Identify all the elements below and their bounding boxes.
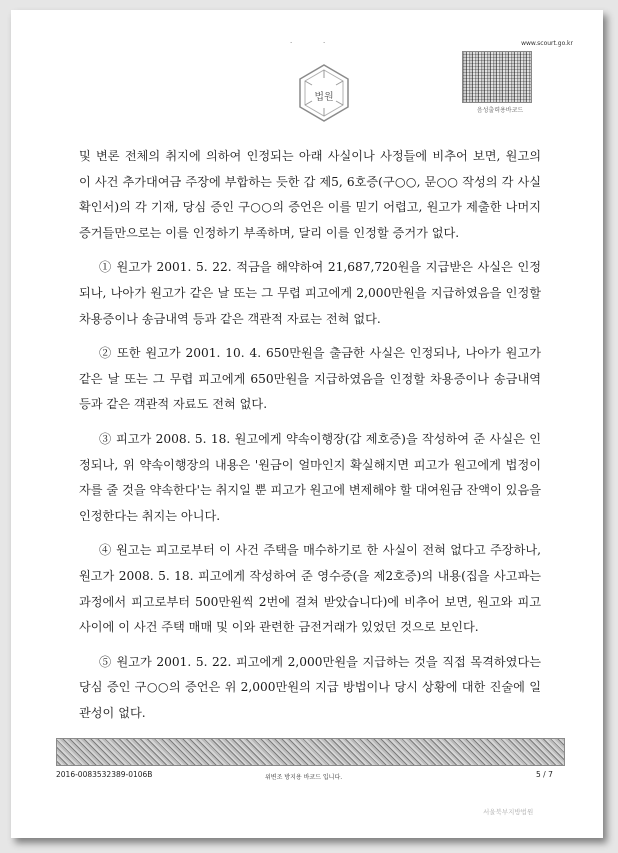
paragraph-item-1: ① 원고가 2001. 5. 22. 적금을 해약하여 21,687,720원을 지급받은 사실은 인정되나, 나아가 원고가 같은 날 또는 그 무렵 피고에게 2,000만원을 지급하였음을 인정할 차용증이나 송금내역 등과 같은 객관적 자료는 전혀 없다.	[79, 260, 541, 326]
court-name: 서울북부지방법원	[483, 808, 534, 816]
voice-output-barcode	[462, 51, 532, 103]
paragraph-item-5: ⑤ 원고가 2001. 5. 22. 피고에게 2,000만원을 지급하는 것을 직접 목격하였다는 당심 증인 구○○의 증언은 위 2,000만원의 지급 방법이나 당시 상황에 대한 진술에 일관성이 없다.	[79, 654, 541, 720]
judgment-body	[79, 144, 541, 726]
barcode-caption: 위변조 방지용 바코드 입니다.	[265, 774, 343, 781]
mark-dot: ·	[290, 39, 293, 47]
page-number: 5 / 7	[536, 770, 553, 779]
paragraph-item-3: ③ 피고가 2008. 5. 18. 원고에게 약속이행장(갑 제호증)을 작성하여 준 사실은 인정되나, 위 약속이행장의 내용은 '원금이 얼마인지 확실해지면 피고가 원고에게 법정이자를 줄 것을 약속한다'는 취지일 뿐 피고가 원고에 변제해야 할 대여원금 잔액이 있음을 인정한다는 취지는 아니다.	[79, 431, 541, 523]
paragraph-item-2: ② 또한 원고가 2001. 10. 4. 650만원을 출금한 사실은 인정되나, 나아가 원고가 같은 날 또는 그 무렵 피고에게 650만원을 지급하였음을 인정할 차용증이나 송금내역 등과 같은 객관적 자료도 전혀 없다.	[79, 346, 541, 412]
court-url: www.scourt.go.kr	[521, 40, 573, 47]
mark-dot: ·	[323, 39, 326, 47]
paragraph-intro: 및 변론 전체의 취지에 의하여 인정되는 아래 사실이나 사정들에 비추어 보면, 원고의 이 사건 추가대여금 주장에 부합하는 듯한 갑 제5, 6호증(구○○, 문○○ 작성의 각 사실확인서)의 각 기재, 당심 증인 구○○의 증언은 이를 믿기 어렵고, 원고가 제출한 나머지 증거들만으로는 이를 인정하기 부족하며, 달리 이를 인정할 증거가 없다.	[79, 149, 541, 240]
anti-forgery-barcode	[56, 738, 565, 766]
qr-caption: 음성출력용바코드	[476, 107, 524, 114]
paragraph-item-4: ④ 원고는 피고로부터 이 사건 주택을 매수하기로 한 사실이 전혀 없다고 주장하나, 원고가 2008. 5. 18. 피고에게 작성하여 준 영수증(을 제2호증)의 내용(집을 사고파는 과정에서 피고로부터 500만원씩 2번에 걸쳐 받았습니다)에 비추어 보면, 원고와 피고 사이에 이 사건 주택 매매 및 이와 관련한 금전거래가 있었던 것으로 보인다.	[79, 543, 541, 635]
court-seal	[293, 62, 355, 124]
document-id: 2016-0083532389-0106B	[56, 770, 153, 779]
seal-label: 법원	[314, 92, 334, 103]
